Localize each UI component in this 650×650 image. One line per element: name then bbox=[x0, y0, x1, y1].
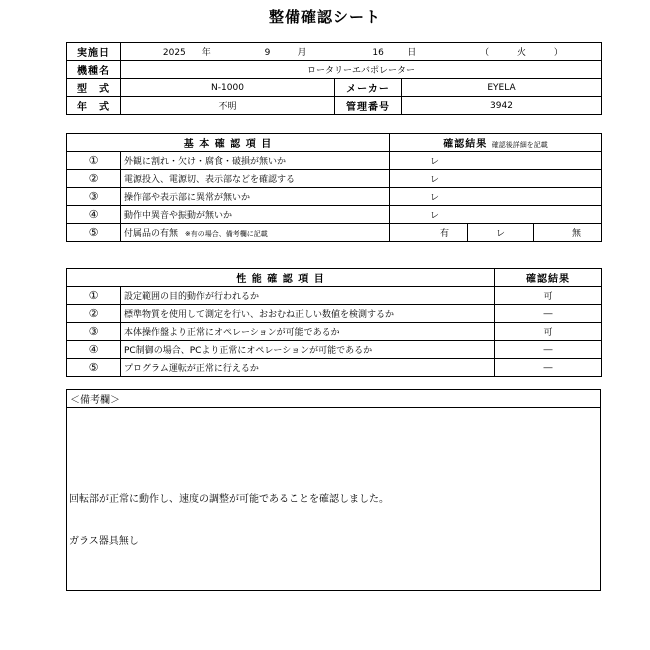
basic-header-result-note: 確認後詳細を記載 bbox=[491, 141, 548, 149]
year-model-label: 年 式 bbox=[67, 97, 121, 115]
basic-header-result-label: 確認結果 bbox=[443, 139, 488, 150]
remarks-header: ＜備考欄＞ bbox=[67, 390, 601, 408]
info-table bbox=[66, 42, 602, 115]
month-value: 9 bbox=[264, 48, 271, 58]
row-text-note: ※有の場合、備考欄に記載 bbox=[184, 230, 268, 238]
row-result: ― bbox=[495, 305, 602, 323]
row-number: ③ bbox=[67, 188, 121, 206]
model-name-label: 機種名 bbox=[67, 61, 121, 79]
accessory-check: レ bbox=[468, 224, 534, 242]
mgmt-no-label: 管理番号 bbox=[335, 97, 402, 115]
row-text: 外観に割れ・欠け・腐食・破損が無いか bbox=[121, 152, 390, 170]
weekday-value: 火 bbox=[517, 48, 527, 58]
weekday-close: ） bbox=[553, 48, 563, 58]
row-text: 操作部や表示部に異常が無いか bbox=[121, 188, 390, 206]
row-number: ④ bbox=[67, 206, 121, 224]
basic-check-table bbox=[66, 133, 602, 242]
perf-header-result: 確認結果 bbox=[495, 269, 602, 287]
row-result: ― bbox=[495, 341, 602, 359]
row-result: レ bbox=[390, 188, 602, 206]
row-number: ⑤ bbox=[67, 359, 121, 377]
row-text: PC制御の場合、PCより正常にオペレーションが可能であるか bbox=[121, 341, 495, 359]
row-text: 標準物質を使用して測定を行い、おおむね正しい数値を検測するか bbox=[121, 305, 495, 323]
page-title: 整備確認シート bbox=[268, 8, 381, 26]
row-text-main: 付属品の有無 bbox=[124, 229, 179, 239]
accessory-yes: 有 bbox=[390, 224, 468, 242]
table-row bbox=[67, 152, 602, 170]
table-row bbox=[67, 341, 602, 359]
row-result: レ bbox=[390, 170, 602, 188]
day-value: 16 bbox=[372, 48, 384, 58]
weekday-open: （ bbox=[480, 48, 490, 58]
row-number: ② bbox=[67, 305, 121, 323]
row-result: レ bbox=[390, 206, 602, 224]
basic-header-item: 基 本 確 認 項 目 bbox=[67, 134, 390, 152]
row-number: ① bbox=[67, 287, 121, 305]
remarks-body bbox=[67, 408, 601, 591]
row-text: 電源投入、電源切、表示部などを確認する bbox=[121, 170, 390, 188]
row-number: ① bbox=[67, 152, 121, 170]
model-name-value: ロータリーエバポレーター bbox=[121, 61, 602, 79]
table-row bbox=[67, 188, 602, 206]
remarks-line-2: ガラス器具無し bbox=[69, 536, 139, 547]
row-result: レ bbox=[390, 152, 602, 170]
mgmt-no-value: 3942 bbox=[402, 97, 602, 115]
table-row bbox=[67, 359, 602, 377]
row-number: ⑤ bbox=[67, 224, 121, 242]
maker-value: EYELA bbox=[402, 79, 602, 97]
row-text: 動作中異音や振動が無いか bbox=[121, 206, 390, 224]
table-row bbox=[67, 206, 602, 224]
row-text bbox=[121, 224, 390, 242]
table-row bbox=[67, 305, 602, 323]
year-value: 2025 bbox=[162, 48, 186, 58]
row-result: ― bbox=[495, 359, 602, 377]
remarks-table bbox=[66, 389, 601, 591]
month-unit: 月 bbox=[297, 48, 307, 58]
remarks-line-1: 回転部が正常に動作し、速度の調整が可能であることを確認しました。 bbox=[69, 494, 389, 505]
type-value: N-1000 bbox=[121, 79, 335, 97]
accessory-no: 無 bbox=[534, 224, 602, 242]
type-label: 型 式 bbox=[67, 79, 121, 97]
row-result: 可 bbox=[495, 323, 602, 341]
row-text: 本体操作盤より正常にオペレーションが可能であるか bbox=[121, 323, 495, 341]
row-number: ④ bbox=[67, 341, 121, 359]
table-row bbox=[67, 224, 602, 242]
row-number: ③ bbox=[67, 323, 121, 341]
day-unit: 日 bbox=[407, 48, 417, 58]
year-model-value: 不明 bbox=[121, 97, 335, 115]
date-field bbox=[121, 43, 602, 61]
year-unit: 年 bbox=[201, 48, 211, 58]
maker-label: メーカー bbox=[335, 79, 402, 97]
row-text: プログラム運転が正常に行えるか bbox=[121, 359, 495, 377]
date-label: 実施日 bbox=[67, 43, 121, 61]
performance-check-table bbox=[66, 268, 602, 377]
table-row bbox=[67, 323, 602, 341]
basic-header-result bbox=[390, 134, 602, 152]
table-row bbox=[67, 287, 602, 305]
table-row bbox=[67, 170, 602, 188]
row-number: ② bbox=[67, 170, 121, 188]
row-result: 可 bbox=[495, 287, 602, 305]
perf-header-item: 性 能 確 認 項 目 bbox=[67, 269, 495, 287]
row-text: 設定範囲の目的動作が行われるか bbox=[121, 287, 495, 305]
